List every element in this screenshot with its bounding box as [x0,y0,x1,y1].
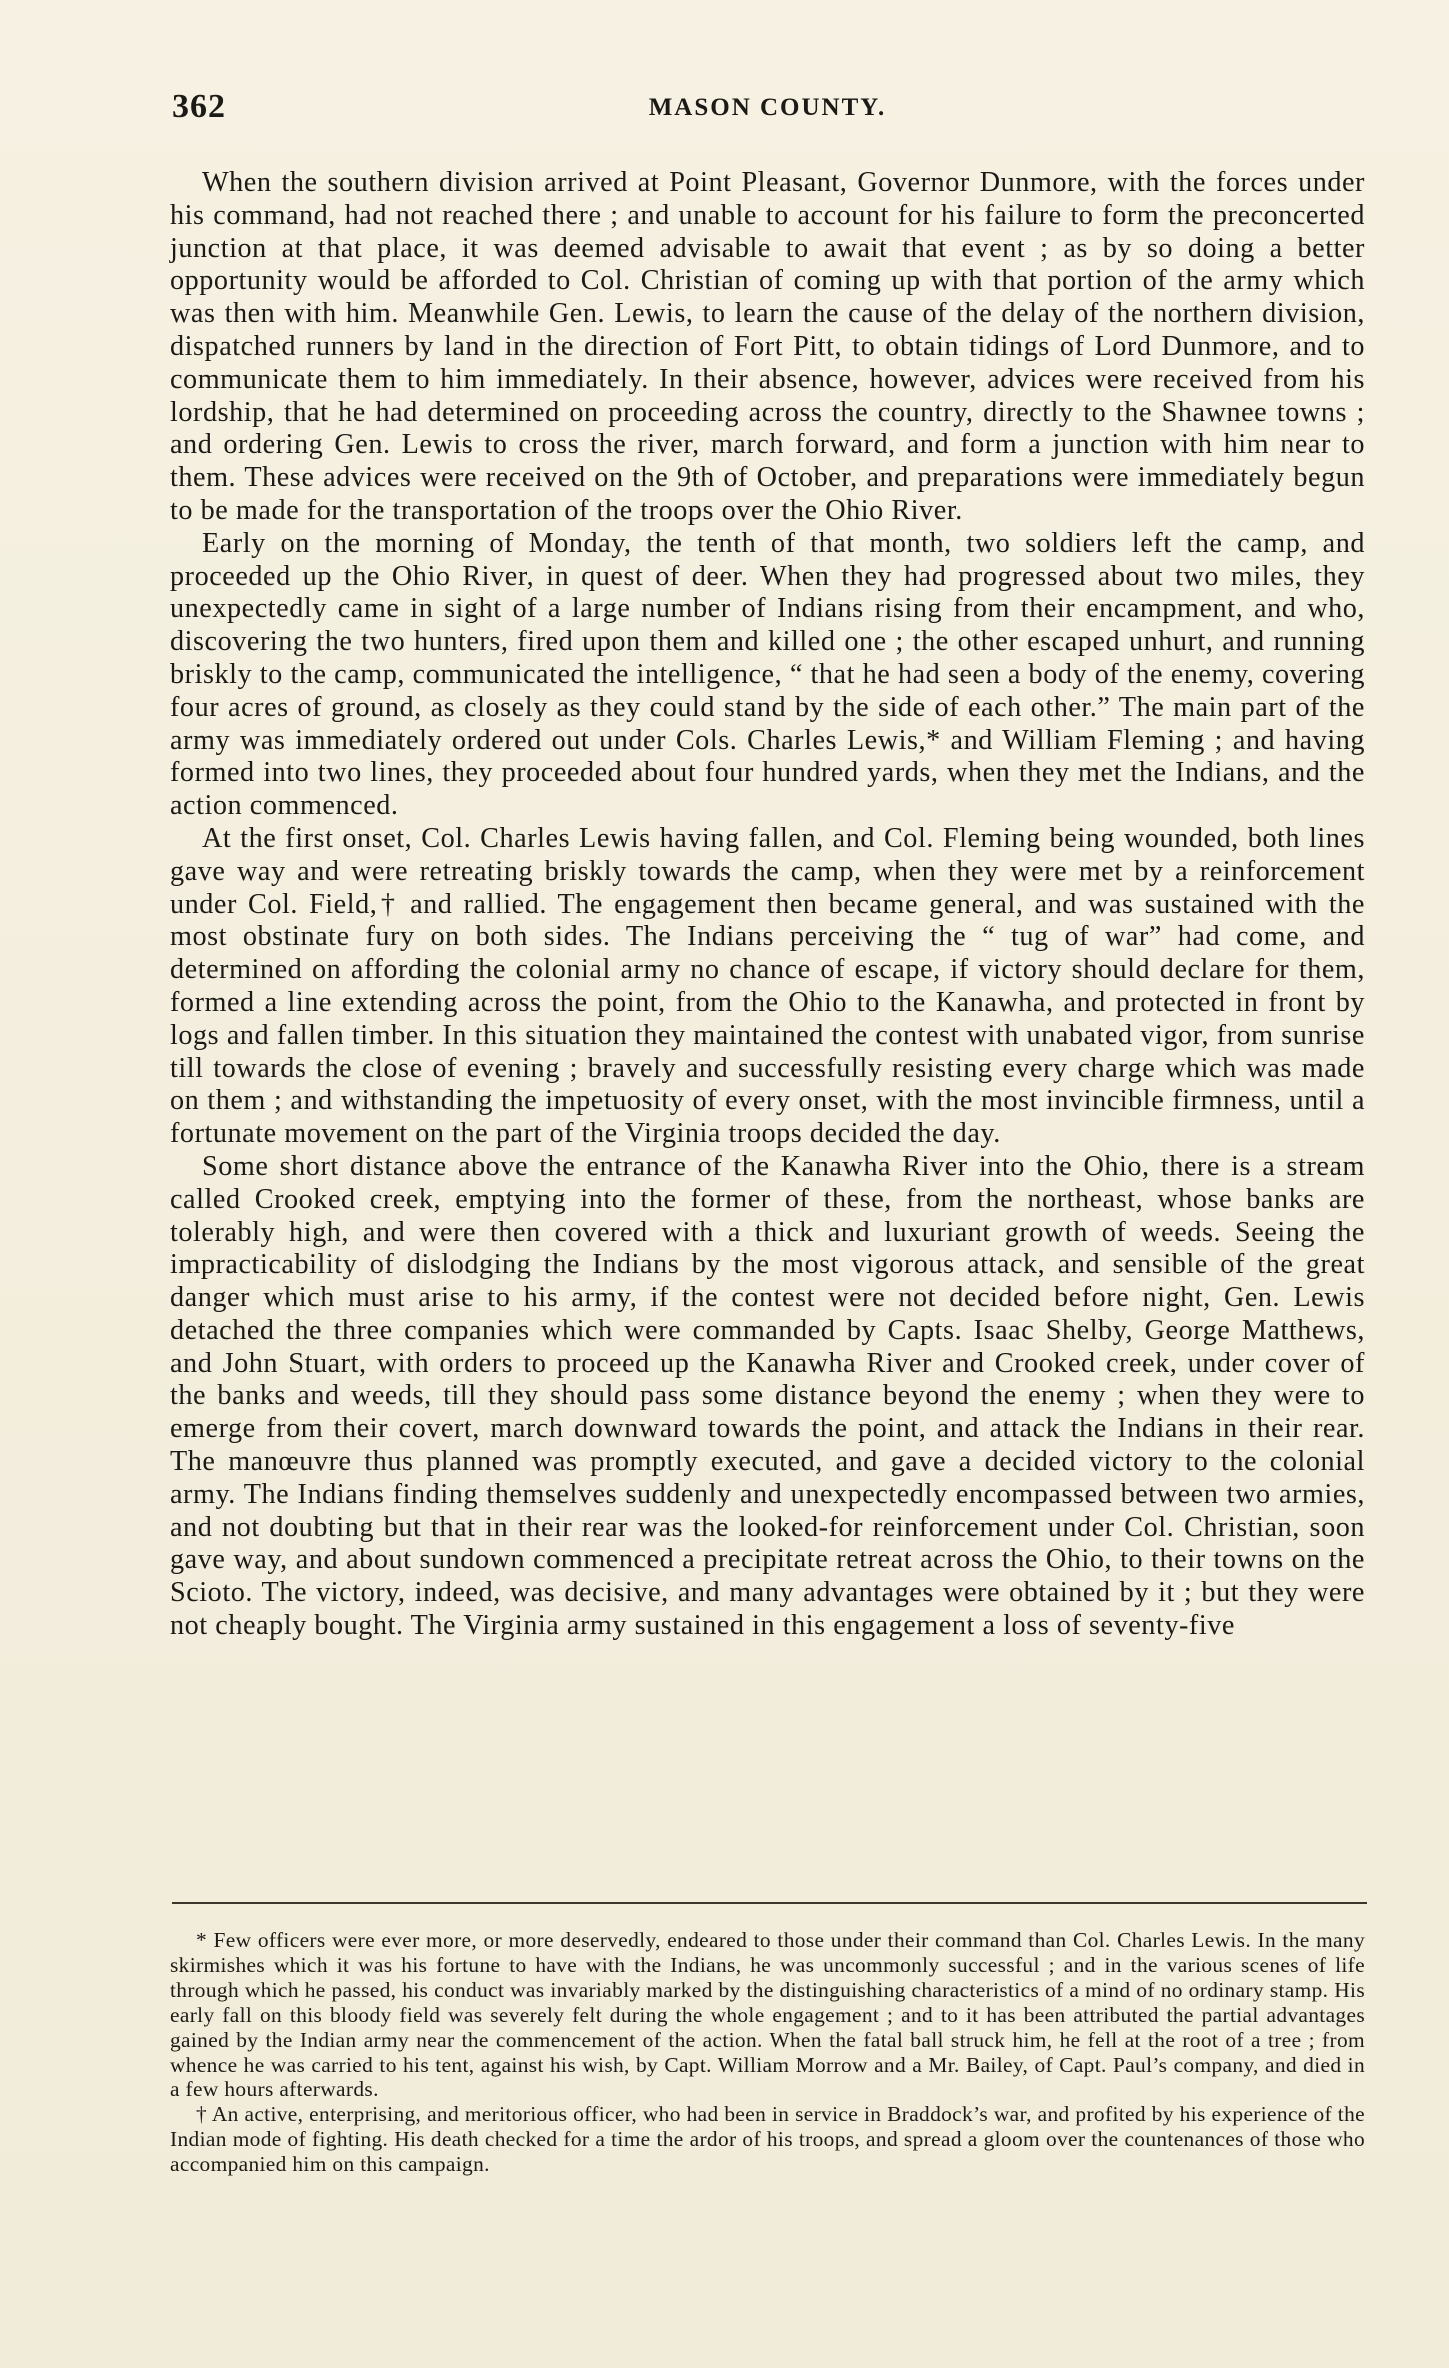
paragraph: At the first onset, Col. Charles Lewis having fallen, and Col. Fleming being wounded, both lines gave way and were retreating briskly towards the camp, when they were met by a reinforcement under Col. Field,† and rallied. The engagement then became general, and was sustained with the most obstinate fury on both sides. The Indians perceiving the “ tug of war” had come, and determined on affording the colonial army no chance of escape, if victory should declare for them, formed a line extending across the point, from the Ohio to the Kanawha, and protected in front by logs and fallen timber. In this situation they maintained the contest with unabated vigor, from sunrise till towards the close of evening ; bravely and successfully resisting every charge which was made on them ; and withstanding the impetuosity of every onset, with the most invincible firmness, until a fortunate movement on the part of the Virginia troops decided the day. [170,822,1365,1150]
page-number: 362 [172,88,226,125]
running-title: MASON COUNTY. [648,94,887,121]
body-text [170,167,1365,1643]
paragraph: Early on the morning of Monday, the tenth of that month, two soldiers left the camp, and proceeded up the Ohio River, in quest of deer. When they had progressed about two miles, they unexpectedly came in sight of a large number of Indians rising from their encampment, and who, discovering the two hunters, fired upon them and killed one ; the other escaped unhurt, and running briskly to the camp, communicated the intelligence, “ that he had seen a body of the enemy, covering four acres of ground, as closely as they could stand by the side of each other.” The main part of the army was immediately ordered out under Cols. Charles Lewis,* and William Fleming ; and having formed into two lines, they proceeded about four hundred yards, when they met the Indians, and the action commenced. [170,527,1365,822]
footnote: † An active, enterprising, and meritorious officer, who had been in service in Braddock’s war, and profited by his experience of the Indian mode of fighting. His death checked for a time the ardor of his troops, and spread a gloom over the countenances of those who accompanied him on this campaign. [170,2102,1365,2177]
running-head [170,88,1365,128]
footnote-divider [172,1902,1367,1904]
paragraph: When the southern division arrived at Point Pleasant, Governor Dunmore, with the forces under his command, had not reached there ; and unable to account for his failure to form the preconcerted junction at that place, it was deemed advisable to await that event ; as by so doing a better opportunity would be afforded to Col. Christian of coming up with that portion of the army which was then with him. Meanwhile Gen. Lewis, to learn the cause of the delay of the northern division, dispatched runners by land in the direction of Fort Pitt, to obtain tidings of Lord Dunmore, and to communicate them to him immediately. In their absence, however, advices were received from his lordship, that he had determined on proceeding across the country, directly to the Shawnee towns ; and ordering Gen. Lewis to cross the river, march forward, and form a junction with him near to them. These advices were received on the 9th of October, and preparations were immediately begun to be made for the transportation of the troops over the Ohio River. [170,167,1365,526]
paragraph: Some short distance above the entrance of the Kanawha River into the Ohio, there is a stream called Crooked creek, emptying into the former of these, from the northeast, whose banks are tolerably high, and were then covered with a thick and luxuriant growth of weeds. Seeing the impracticability of dislodging the Indians by the most vigorous attack, and sensible of the great danger which must arise to his army, if the contest were not decided before night, Gen. Lewis detached the three companies which were commanded by Capts. Isaac Shelby, George Matthews, and John Stuart, with orders to proceed up the Kanawha River and Crooked creek, under cover of the banks and weeds, till they should pass some distance beyond the enemy ; when they were to emerge from their covert, march downward towards the point, and attack the Indians in their rear. The manœuvre thus planned was promptly executed, and gave a decided victory to the colonial army. The Indians finding themselves suddenly and unexpectedly encompassed between two armies, and not doubting but that in their rear was the looked-for reinforcement under Col. Christian, soon gave way, and about sundown commenced a precipitate retreat across the Ohio, to their towns on the Scioto. The victory, indeed, was decisive, and many advantages were obtained by it ; but they were not cheaply bought. The Virginia army sustained in this engagement a loss of seventy-five [170,1150,1365,1642]
footnote: * Few officers were ever more, or more deservedly, endeared to those under their command than Col. Charles Lewis. In the many skirmishes which it was his fortune to have with the Indians, he was uncommonly successful ; and in the various scenes of life through which he passed, his conduct was invariably marked by the distinguishing characteristics of a mind of no ordinary stamp. His early fall on this bloody field was severely felt during the whole engagement ; and to it has been attributed the partial advantages gained by the Indian army near the commencement of the action. When the fatal ball struck him, he fell at the root of a tree ; from whence he was carried to his tent, against his wish, by Capt. William Morrow and a Mr. Bailey, of Capt. Paul’s company, and died in a few hours afterwards. [170,1928,1365,2102]
footnotes [170,1928,1365,2177]
